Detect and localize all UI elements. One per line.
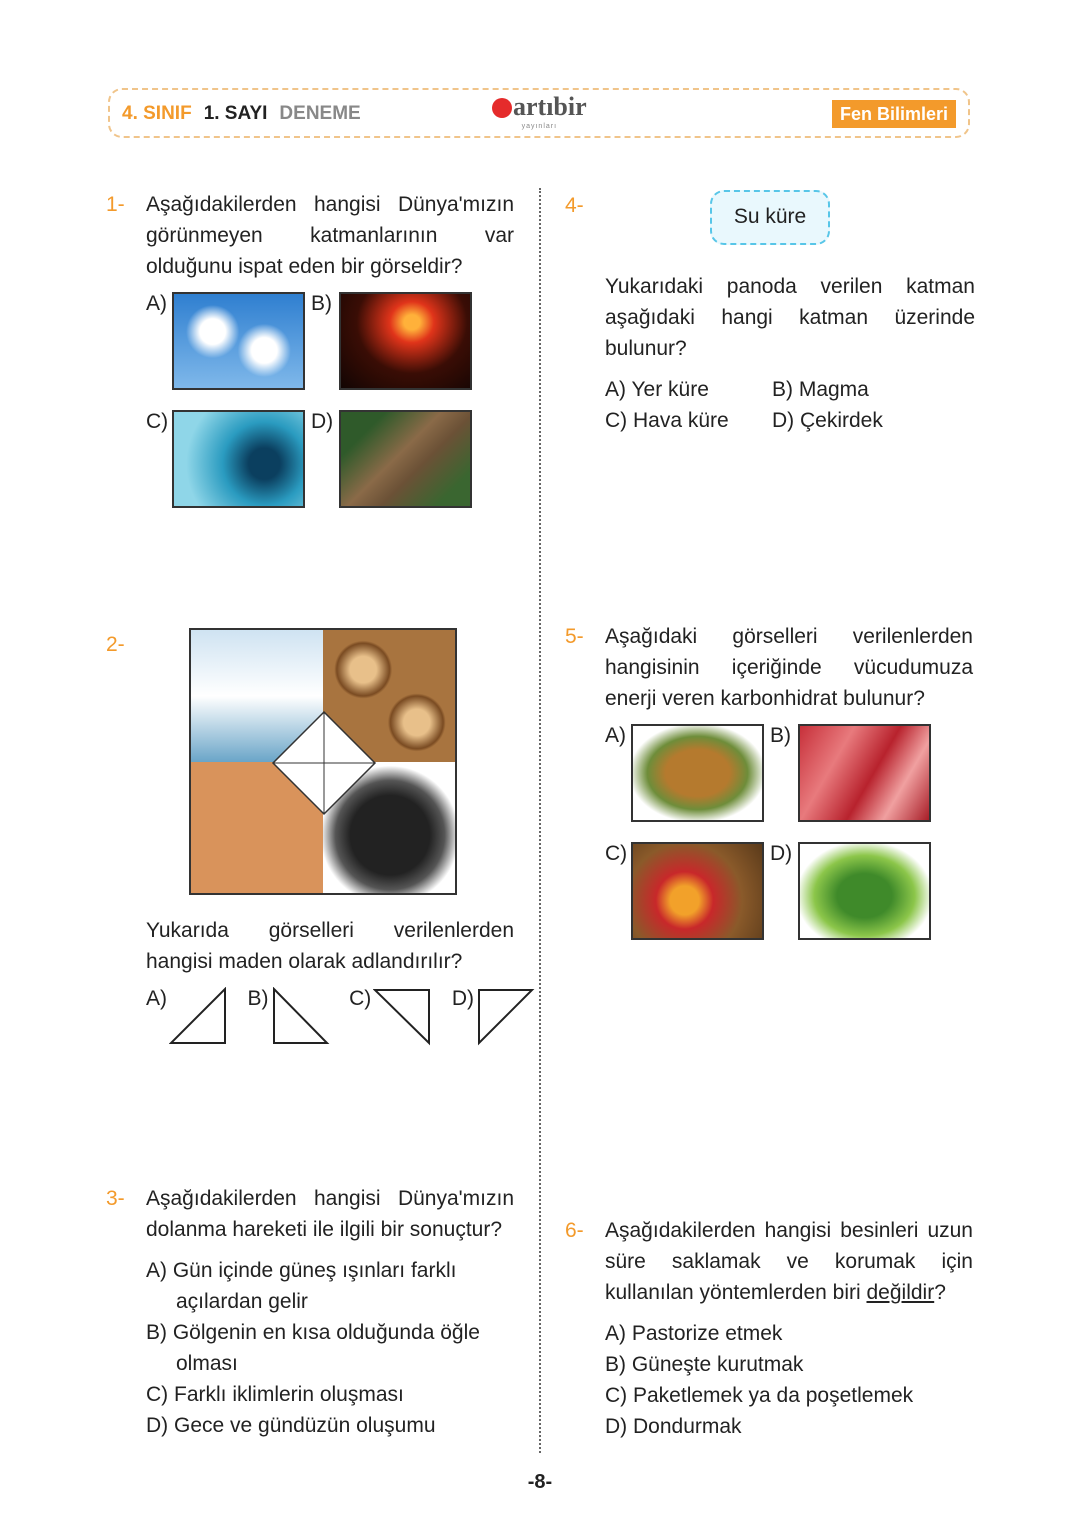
question-6 (565, 1215, 973, 1442)
question-text: Aşağıdakilerden hangisi Dünya'mızın görünmeyen katmanlarının var olduğunu ispat eden bir görseldir? (146, 193, 514, 278)
option-label[interactable]: B) (311, 292, 332, 315)
option-label[interactable]: A) (146, 292, 167, 315)
option-label[interactable]: A) (146, 987, 167, 1010)
option-d[interactable]: D) Çekirdek (772, 409, 883, 432)
option-b[interactable]: B) Güneşte kurutmak (605, 1353, 804, 1376)
question-number: 3- (106, 1187, 125, 1210)
landslide-image[interactable] (339, 410, 472, 508)
question-text: Aşağıdaki görselleri verilenlerden hangisinin içeriğinde vücudumuza enerji veren karbonhidrat bulunur? (605, 625, 973, 710)
subject-badge: Fen Bilimleri (832, 100, 956, 128)
option-c[interactable]: C) Farklı iklimlerin oluşması (146, 1383, 404, 1406)
question-text: Aşağıdakilerden hangisi Dünya'mızın dolanma hareketi ile ilgili bir sonuçtur? (146, 1187, 514, 1241)
question-number: 4- (565, 194, 584, 217)
option-label[interactable]: C) (146, 410, 169, 433)
option-d[interactable]: D) Gece ve gündüzün oluşumu (146, 1414, 436, 1437)
page-number: -8- (527, 1471, 553, 1493)
collage-image (189, 628, 457, 895)
option-label[interactable]: D) (770, 842, 793, 865)
question-text-part: Aşağıdakilerden hangisi besinleri uzun süre saklamak ve korumak için kullanılan yöntemlerden biri (605, 1219, 973, 1304)
option-label[interactable]: B) (770, 724, 791, 747)
option-d[interactable]: D) Dondurmak (605, 1415, 742, 1438)
logo-circle-icon (492, 98, 512, 118)
option-label[interactable]: D) (451, 987, 474, 1010)
question-number: 6- (565, 1219, 584, 1242)
vegetables-image[interactable] (798, 842, 931, 940)
question-number: 2- (106, 633, 125, 656)
logo-text: artıbir (513, 92, 587, 121)
question-1 (106, 189, 514, 508)
question-text-part: ? (934, 1281, 946, 1304)
baklava-image[interactable] (631, 724, 764, 822)
option-label[interactable]: D) (311, 410, 334, 433)
option-c[interactable]: C) Hava küre (605, 409, 729, 432)
info-board: Su küre (710, 190, 830, 245)
triangle-a-icon[interactable] (169, 987, 229, 1047)
question-5 (565, 621, 973, 940)
question-text: Yukarıda görselleri verilenlerden hangisi maden olarak adlandırılır? (146, 919, 514, 973)
meat-image[interactable] (798, 724, 931, 822)
option-label[interactable]: C) (349, 987, 372, 1010)
option-label[interactable]: B) (247, 987, 269, 1010)
triangle-b-icon[interactable] (271, 987, 331, 1047)
exam-label: DENEME (279, 103, 361, 124)
option-b[interactable]: B) Magma (772, 378, 869, 401)
exam-info (122, 103, 361, 125)
question-3 (106, 1183, 526, 1441)
option-a[interactable]: A) Gün içinde güneş ışınları farklı açılardan gelir (146, 1259, 457, 1313)
sky-clouds-image[interactable] (172, 292, 305, 390)
option-b[interactable]: B) Gölgenin en kısa olduğunda öğle olması (146, 1321, 480, 1375)
option-a[interactable]: A) Yer küre (605, 378, 709, 401)
volcano-image[interactable] (339, 292, 472, 390)
publisher-logo (492, 92, 587, 131)
page-header (108, 88, 970, 138)
triangle-d-icon[interactable] (476, 987, 536, 1047)
issue-label: 1. SAYI (203, 103, 268, 124)
logo-subtitle: yayınları (521, 123, 558, 130)
option-label[interactable]: A) (605, 724, 626, 747)
option-c[interactable]: C) Paketlemek ya da poşetlemek (605, 1384, 914, 1407)
option-a[interactable]: A) Pastorize etmek (605, 1322, 783, 1345)
question-text: Yukarıdaki panoda verilen katman aşağıdaki hangi katman üzerinde bulunur? (605, 275, 975, 360)
ocean-wave-image[interactable] (172, 410, 305, 508)
question-number: 1- (106, 193, 125, 216)
triangle-c-icon[interactable] (373, 987, 433, 1047)
question-text-emphasis: değildir (866, 1281, 935, 1304)
question-number: 5- (565, 625, 584, 648)
option-label[interactable]: C) (605, 842, 628, 865)
grade-label: 4. SINIF (122, 103, 192, 124)
column-divider (539, 188, 541, 1453)
fruit-basket-image[interactable] (631, 842, 764, 940)
center-diamond (271, 710, 377, 816)
question-2 (106, 628, 536, 1047)
question-4 (565, 190, 975, 436)
question-text (605, 1215, 973, 1308)
